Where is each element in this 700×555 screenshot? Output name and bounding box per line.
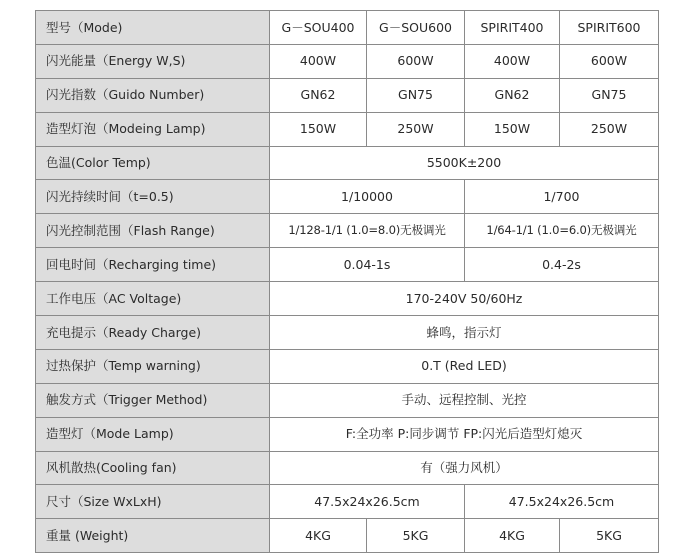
table-cell: 600W [367,44,465,78]
table-row-model [36,11,659,45]
row-label: 过热保护（Temp warning) [36,349,270,383]
table-row-trigger-method [36,383,659,417]
table-cell: 5500K±200 [270,146,659,180]
row-label: 充电提示（Ready Charge) [36,316,270,350]
table-cell: 1/64-1/1 (1.0=6.0)无极调光 [465,214,659,248]
row-label: 闪光持续时间（t=0.5) [36,180,270,214]
row-label: 造型灯泡（Modeing Lamp) [36,112,270,146]
table-cell: 600W [560,44,659,78]
table-row-guide-number [36,78,659,112]
row-label: 尺寸（Size WxLxH) [36,485,270,519]
table-row-recharging-time [36,248,659,282]
table-cell: 170-240V 50/60Hz [270,282,659,316]
row-label: 闪光控制范围（Flash Range) [36,214,270,248]
table-cell: GN62 [270,78,367,112]
row-label: 工作电压（AC Voltage) [36,282,270,316]
table-row-energy [36,44,659,78]
table-cell: F:全功率 P:同步调节 FP:闪光后造型灯熄灭 [270,417,659,451]
table-row-mode-lamp [36,417,659,451]
table-row-size [36,485,659,519]
table-cell: 1/700 [465,180,659,214]
table-row-color-temp [36,146,659,180]
table-cell: 0.T (Red LED) [270,349,659,383]
spec-table [35,10,659,553]
table-cell: 蜂鸣，指示灯 [270,316,659,350]
table-cell: 手动、远程控制、光控 [270,383,659,417]
table-cell: 有（强力风机） [270,451,659,485]
table-row-weight [36,519,659,553]
table-cell: SPIRIT600 [560,11,659,45]
table-cell: 4KG [465,519,560,553]
row-label: 触发方式（Trigger Method) [36,383,270,417]
table-cell: 150W [465,112,560,146]
table-cell: 250W [367,112,465,146]
table-cell: 4KG [270,519,367,553]
table-cell: GN62 [465,78,560,112]
row-label: 重量 (Weight) [36,519,270,553]
table-cell: GN75 [560,78,659,112]
table-cell: 400W [465,44,560,78]
table-cell: 150W [270,112,367,146]
table-cell: 1/128-1/1 (1.0=8.0)无极调光 [270,214,465,248]
table-row-ready-charge [36,316,659,350]
row-label: 型号（Mode) [36,11,270,45]
row-label: 造型灯（Mode Lamp) [36,417,270,451]
row-label: 回电时间（Recharging time) [36,248,270,282]
table-cell: G－SOU400 [270,11,367,45]
table-row-flash-duration [36,180,659,214]
table-cell: GN75 [367,78,465,112]
table-cell: 5KG [367,519,465,553]
table-cell: 0.4-2s [465,248,659,282]
table-cell: 47.5x24x26.5cm [465,485,659,519]
row-label: 色温(Color Temp) [36,146,270,180]
table-row-temp-warning [36,349,659,383]
table-cell: 250W [560,112,659,146]
table-cell: 5KG [560,519,659,553]
table-cell: G－SOU600 [367,11,465,45]
table-row-ac-voltage [36,282,659,316]
table-row-flash-range [36,214,659,248]
table-cell: SPIRIT400 [465,11,560,45]
row-label: 风机散热(Cooling fan) [36,451,270,485]
table-cell: 47.5x24x26.5cm [270,485,465,519]
row-label: 闪光能量（Energy W,S) [36,44,270,78]
table-row-cooling-fan [36,451,659,485]
table-cell: 0.04-1s [270,248,465,282]
table-cell: 1/10000 [270,180,465,214]
row-label: 闪光指数（Guido Number) [36,78,270,112]
table-cell: 400W [270,44,367,78]
table-row-modeling-lamp [36,112,659,146]
